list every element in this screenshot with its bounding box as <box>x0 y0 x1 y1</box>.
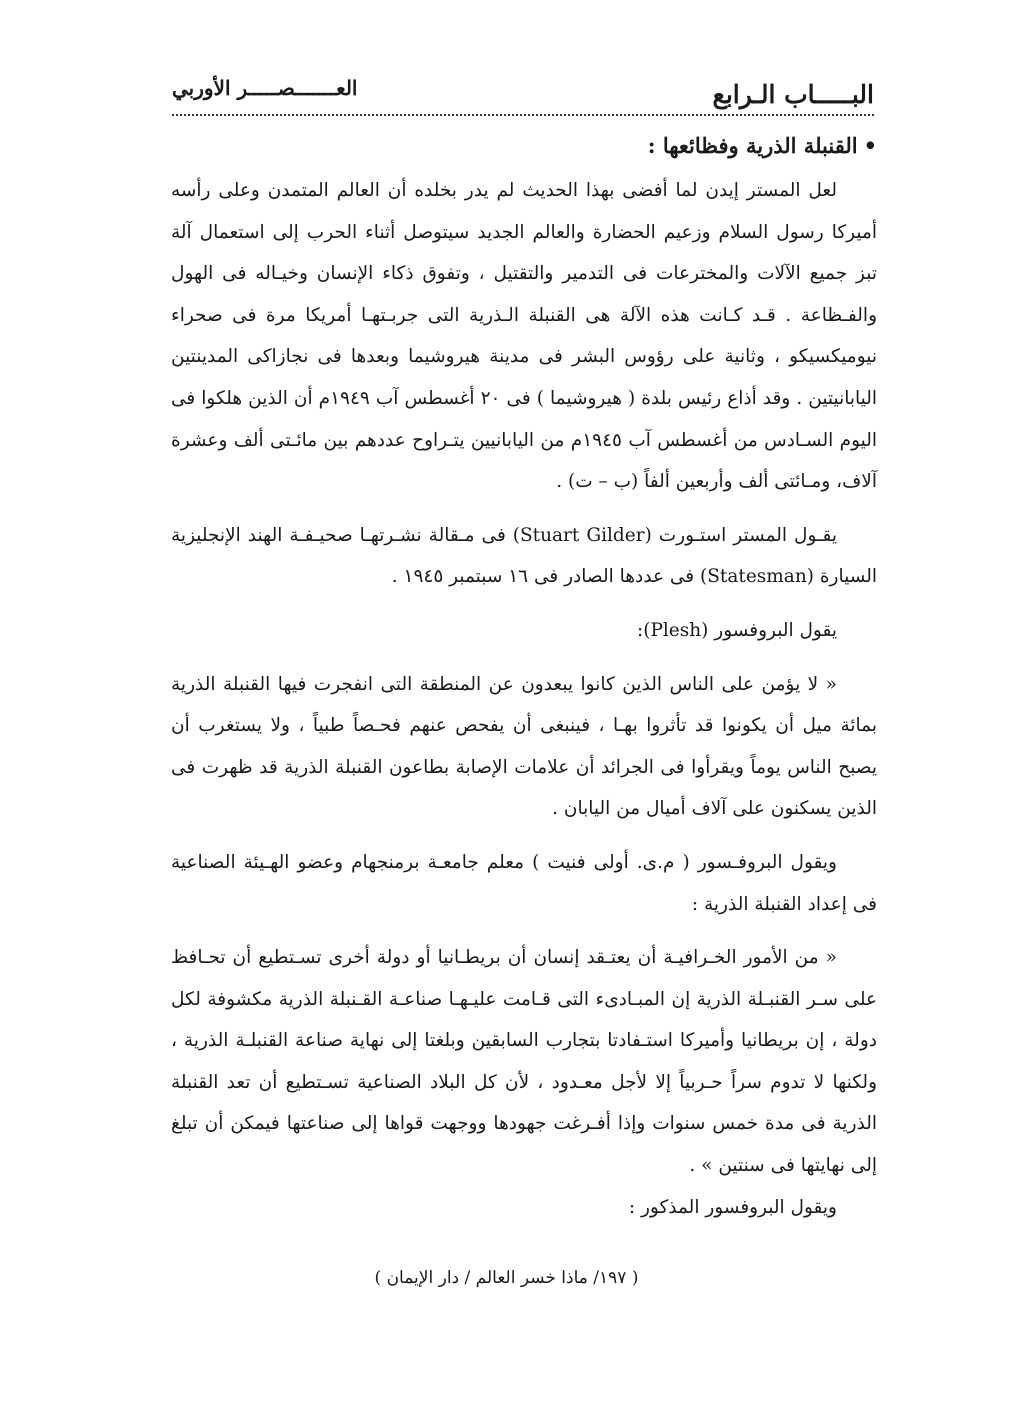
bullet-icon: • <box>863 133 877 158</box>
running-header <box>172 72 874 116</box>
era-title: العـــــــصـــــر الأوربي <box>172 76 358 100</box>
section-heading-text: القنبلة الذرية وفظائعها : <box>647 133 858 158</box>
chapter-title: البـــــاب الـرابع <box>712 80 874 109</box>
paragraph-3: يقول البروفسور (Plesh): <box>636 619 837 641</box>
header-divider <box>172 114 874 116</box>
page-footer: ( ١٩٧/ ماذا خسر العالم / دار الإيمان ) <box>374 1268 639 1288</box>
paragraph-2: يقـول المستر استـورت (Stuart Gilder) فى مـقالة نشـرتهـا صحيـفـة الهند الإنجليزية السيارة (Statesman) فى عددها الصادر فى ١٦ سبتمبر ١٩٤٥ . <box>171 524 877 588</box>
body-content <box>171 128 877 1228</box>
quote-paragraph-1: « لا يؤمن على الناس الذين كانوا يبعدون عن المنطقة التى انفجرت فيها القنبلة الذرية بمائة ميل أن يكونوا قد تأثروا بهـا ، فينبغى أن يفحص عنهم فحـصاً طبياً ، ولا يستغرب أن يصبح الناس يوماً ويقرأوا فى الجرائد أن علامات الإصابة بطاعون القنبلة الذرية قد ظهرت فى الذين يسكنون على آلاف أميال من اليابان . <box>171 673 877 820</box>
paragraph-5: ويقول البروفسور المذكور : <box>628 1196 837 1218</box>
quote-paragraph-2: « من الأمور الخـرافيـة أن يعتـقد إنسان أن بريطـانيا أو دولة أخرى تسـتطيع أن تحـافظ على سـر القنبـلة الذرية إن المبـادىء التى قـامت عليـهـا صناعـة القـنبلة الذرية مكشوفة لكل دولة ، إن بريطانيا وأميركا استـفادتا بتجارب السابقين وبلغتا إلى نهاية صناعة القنبلـة الذرية ، ولكنها لا تدوم سراً حـربياً إلا لأجل معـدود ، لأن كل البلاد الصناعية تسـتطيع أن تعد القنبلة الذرية فى مدة خمس سنوات وإذا أفـرغت جهودها ووجهت قواها إلى صناعتها فيمكن أن تبلغ إلى نهايتها فى سنتين » . <box>171 947 877 1177</box>
paragraph-1: لعل المستر إيدن لما أفضى بهذا الحديث لم يدر بخلده أن العالم المتمدن وعلى رأسه أميركا رسول السلام وزعيم الحضارة والعالم الجديد سيتوصل أثناء الحرب إلى استعمال آلة تبز جميع الآلات والمخترعات فى التدمير والتقتيل ، وتفوق ذكاء الإنسان وخيـاله فى الهول والفـظاعة . قـد كـانت هذه الآلة هى القنبلة الـذرية التى جربـتهـا أمريكا مرة فى صحراء نيوميكسيكو ، وثانية على رؤوس البشر فى مدينة هيروشيما وبعدها فى نجازاكى المدينتين اليابانيتين . وقد أذاع رئيس بلدة ( هيروشيما ) فى ٢٠ أغسطس آب ١٩٤٩م أن الذين هلكوا فى اليوم السـادس من أغسطس آب ١٩٤٥م من اليابانيين يتـراوح عددهم بين مائـتى ألف وعشرة آلاف، ومـائتى ألف وأربعين ألفاً (ب – ت) . <box>171 180 878 493</box>
paragraph-4: ويقول البروفـسور ( م.ى. أولى فنيت ) معلم جامعـة برمنجهام وعضو الهـيئة الصناعية فى إعداد القنبلة الذرية : <box>171 851 877 915</box>
section-heading <box>171 128 877 164</box>
